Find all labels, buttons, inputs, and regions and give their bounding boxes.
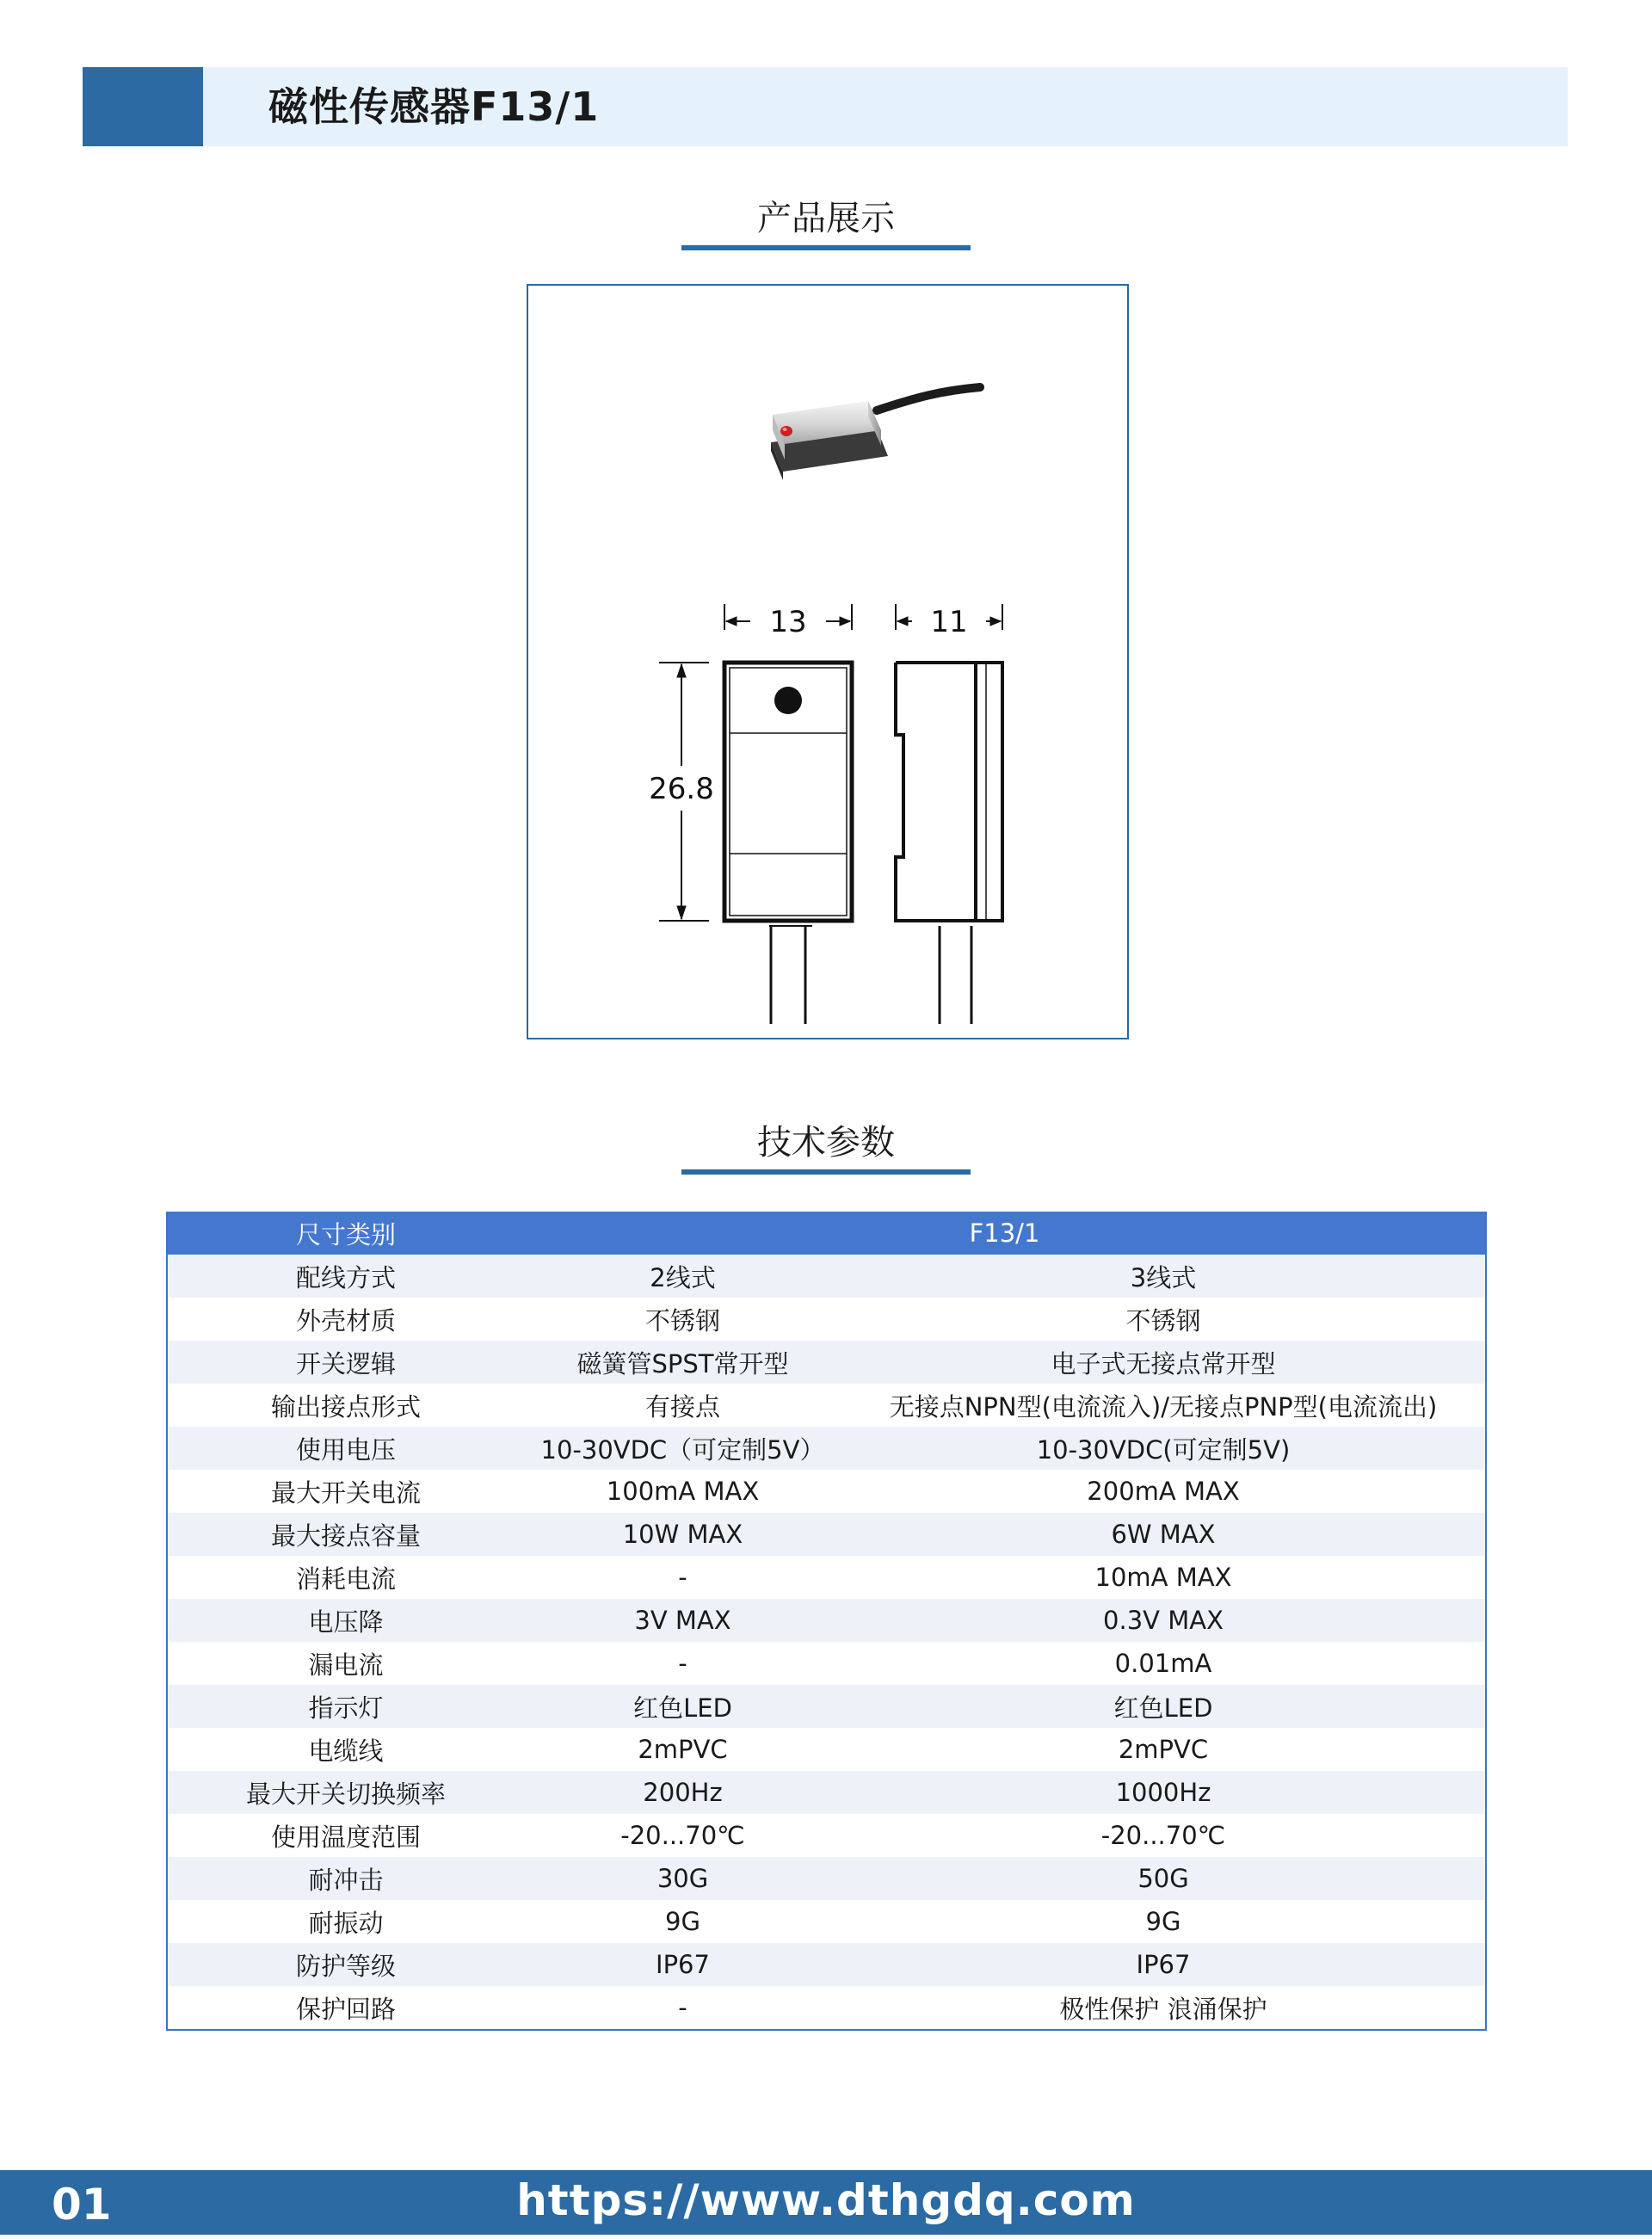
row-label-cell: 使用电压	[167, 1427, 524, 1470]
product-drawing	[528, 286, 1131, 1041]
row-label-cell: 输出接点形式	[167, 1384, 524, 1427]
dim-label-height: 26.8	[649, 772, 714, 806]
row-label-cell: 防护等级	[167, 1943, 524, 1986]
row-label-cell: 消耗电流	[167, 1556, 524, 1599]
table-row	[167, 1599, 1486, 1642]
header-model-cell: F13/1	[524, 1212, 1486, 1255]
table-row	[167, 1341, 1486, 1384]
spec-table-body	[167, 1255, 1486, 2030]
row-value-cell: 100mA MAX	[524, 1470, 841, 1513]
row-label-cell: 指示灯	[167, 1685, 524, 1728]
row-value-cell: 10-30VDC(可定制5V)	[841, 1427, 1486, 1470]
row-value-cell: IP67	[524, 1943, 841, 1986]
table-row	[167, 1814, 1486, 1857]
footer-url-link[interactable]: https://www.dthgdq.com	[516, 2175, 1136, 2225]
table-row	[167, 1255, 1486, 1298]
table-row	[167, 1513, 1486, 1556]
section-underline	[681, 245, 971, 250]
table-row	[167, 1685, 1486, 1728]
row-value-cell: 10W MAX	[524, 1513, 841, 1556]
row-label-cell: 配线方式	[167, 1255, 524, 1298]
row-label-cell: 开关逻辑	[167, 1341, 524, 1384]
front-view-outline	[724, 663, 852, 1024]
table-row	[167, 1298, 1486, 1341]
table-row	[167, 1943, 1486, 1986]
row-value-cell: 0.3V MAX	[841, 1599, 1486, 1642]
dim-label-side-width: 11	[930, 605, 968, 639]
row-label-cell: 电压降	[167, 1599, 524, 1642]
header-label-cell: 尺寸类别	[167, 1212, 524, 1255]
row-value-cell: 200Hz	[524, 1771, 841, 1814]
row-value-cell: -	[524, 1642, 841, 1685]
dim-label-front-width: 13	[769, 605, 807, 639]
table-row	[167, 1556, 1486, 1599]
page-number: 01	[52, 2180, 112, 2230]
row-value-cell: 9G	[524, 1900, 841, 1943]
table-row	[167, 1900, 1486, 1943]
section-title-tech-params: 技术参数	[757, 1123, 895, 1163]
row-label-cell: 保护回路	[167, 1986, 524, 2030]
header-accent-block	[83, 67, 203, 146]
row-value-cell: 2mPVC	[841, 1728, 1486, 1771]
row-value-cell: 极性保护 浪涌保护	[841, 1986, 1486, 2030]
row-label-cell: 耐冲击	[167, 1857, 524, 1900]
row-value-cell: 红色LED	[524, 1685, 841, 1728]
row-label-cell: 最大开关切换频率	[167, 1771, 524, 1814]
row-value-cell: 10mA MAX	[841, 1556, 1486, 1599]
row-value-cell: 红色LED	[841, 1685, 1486, 1728]
row-label-cell: 最大开关电流	[167, 1470, 524, 1513]
table-row	[167, 1427, 1486, 1470]
row-value-cell: -	[524, 1556, 841, 1599]
table-row	[167, 1384, 1486, 1427]
sensor-photo	[771, 387, 980, 480]
row-value-cell: 不锈钢	[524, 1298, 841, 1341]
row-label-cell: 最大接点容量	[167, 1513, 524, 1556]
row-value-cell: 不锈钢	[841, 1298, 1486, 1341]
side-view-outline	[896, 663, 1002, 1024]
row-value-cell: 9G	[841, 1900, 1486, 1943]
row-value-cell: 30G	[524, 1857, 841, 1900]
table-row	[167, 1728, 1486, 1771]
spec-table	[166, 1212, 1487, 2031]
row-value-cell: -20...70℃	[524, 1814, 841, 1857]
row-value-cell: 2mPVC	[524, 1728, 841, 1771]
row-value-cell: 10-30VDC（可定制5V）	[524, 1427, 841, 1470]
row-label-cell: 电缆线	[167, 1728, 524, 1771]
row-value-cell: 有接点	[524, 1384, 841, 1427]
table-row	[167, 1642, 1486, 1685]
row-label-cell: 漏电流	[167, 1642, 524, 1685]
table-row	[167, 1986, 1486, 2030]
table-row	[167, 1771, 1486, 1814]
row-value-cell: 电子式无接点常开型	[841, 1341, 1486, 1384]
table-row	[167, 1857, 1486, 1900]
row-value-cell: 50G	[841, 1857, 1486, 1900]
row-value-cell: 0.01mA	[841, 1642, 1486, 1685]
row-label-cell: 外壳材质	[167, 1298, 524, 1341]
row-value-cell: -20...70℃	[841, 1814, 1486, 1857]
row-value-cell: 3线式	[841, 1255, 1486, 1298]
row-value-cell: 1000Hz	[841, 1771, 1486, 1814]
table-row	[167, 1470, 1486, 1513]
row-value-cell: 3V MAX	[524, 1599, 841, 1642]
table-header-row	[167, 1212, 1486, 1255]
row-value-cell: 6W MAX	[841, 1513, 1486, 1556]
page-title: 磁性传感器F13/1	[268, 83, 600, 130]
section-title-product-display: 产品展示	[757, 199, 895, 238]
row-label-cell: 耐振动	[167, 1900, 524, 1943]
row-value-cell: 磁簧管SPST常开型	[524, 1341, 841, 1384]
row-value-cell: IP67	[841, 1943, 1486, 1986]
product-image-frame	[527, 284, 1129, 1039]
row-value-cell: 2线式	[524, 1255, 841, 1298]
row-value-cell: -	[524, 1986, 841, 2030]
row-value-cell: 200mA MAX	[841, 1470, 1486, 1513]
row-label-cell: 使用温度范围	[167, 1814, 524, 1857]
row-value-cell: 无接点NPN型(电流流入)/无接点PNP型(电流流出)	[841, 1384, 1486, 1427]
section-underline	[681, 1169, 971, 1175]
